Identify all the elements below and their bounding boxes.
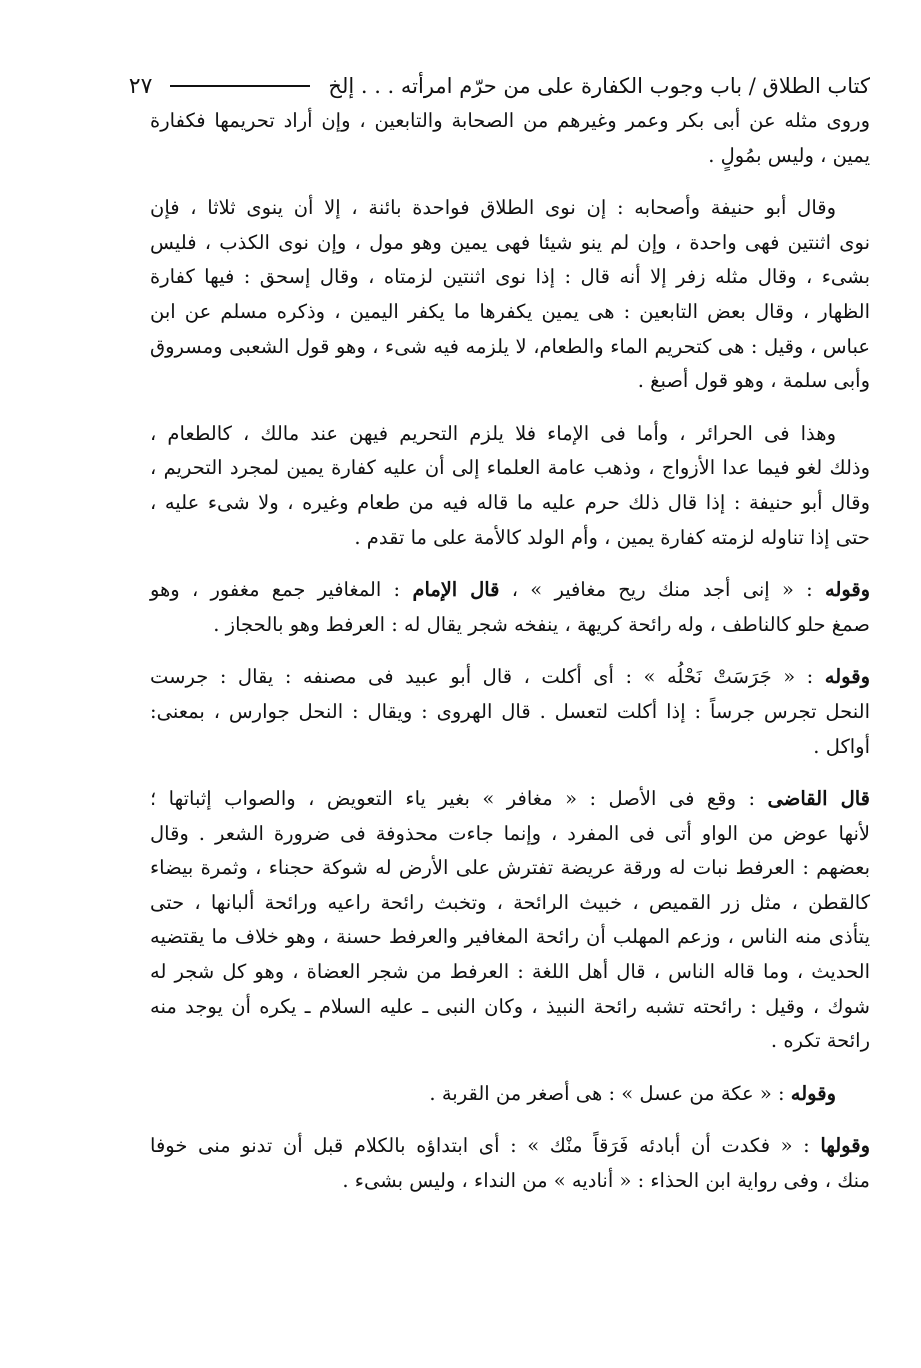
text-line: منك ، وفى رواية ابن الحذاء : « أناديه » من النداء ، وليس بشىء . <box>342 1169 870 1193</box>
text-line: لأنها عوض من الواو أتى فى المفرد ، وإنما جاءت محذوفة فى ضرورة الشعر . وقال <box>150 821 870 845</box>
paragraph <box>150 1077 870 1112</box>
lead-term: وقوله <box>790 1081 836 1105</box>
text-run: : المغافير جمع مغفور ، وهو <box>150 578 413 602</box>
text-line <box>150 573 870 608</box>
text-run: : « عكة من عسل » : هى أصغر من القربة . <box>429 1081 791 1105</box>
chapter-title: كتاب الطلاق / باب وجوب الكفارة على من حرّم امرأته . . . إلخ <box>328 74 870 98</box>
text-line: وذلك لغو فيما عدا الأزواج ، وذهب عامة العلماء إلى أن عليه كفارة يمين لمجرد التحريم ، <box>150 456 870 480</box>
text-line: عباس ، وقيل : هى كتحريم الماء والطعام، لا يلزمه فيه شىء ، وهو قول الشعبى ومسروق <box>150 334 870 358</box>
running-header <box>128 62 870 110</box>
text-line: وأبى سلمة ، وهو قول أصبغ . <box>637 369 870 393</box>
text-line <box>150 1129 870 1164</box>
text-line: بعضهم : العرفط نبات له ورقة عريضة تفترش على الأرض له شوكة حجناء ، وثمرة بيضاء <box>150 856 870 880</box>
text-line: وقال أبو حنيفة وأصحابه : إن نوى الطلاق فواحدة بائنة ، إلا أن ينوى ثلاثا ، فإن <box>150 196 836 220</box>
text-line: وقال أبو حنيفة : إذا قال ذلك حرم عليه ما قاله فيه من طعام وغيره ، ولا شىء عليه ، <box>150 490 870 514</box>
paragraph <box>150 1129 870 1198</box>
page-number: ٢٧ <box>128 73 153 99</box>
paragraph <box>150 191 870 399</box>
text-line: شوك ، وقيل : رائحته تشبه رائحة النبيذ ، وكان النبى ـ عليه السلام ـ يكره أن يوجد منه <box>150 994 870 1018</box>
text-line: أواكل . <box>813 734 870 758</box>
text-line: يمين ، وليس بمُولٍ . <box>708 143 870 167</box>
text-line: الظهار ، وقال بعض التابعين : هى يمين يكفرها ما يكفر اليمين ، وذكره مسلم عن ابن <box>150 299 870 323</box>
lead-term: وقولها <box>820 1134 870 1158</box>
text-run: : « إنى أجد منك ريح مغافير » ، <box>499 578 826 602</box>
text-run: : « فكدت أن أبادئه فَرَقاً منْك » : أى ابتداؤه بالكلام قبل أن تدنو منى خوفا <box>150 1134 821 1158</box>
text-line: حتى إذا تناوله لزمته كفارة يمين ، وأم الولد كالأمة على ما تقدم . <box>354 525 870 549</box>
text-line: يتأذى منه الناس ، وزعم المهلب أن رائحة المغافير والعرفط حسنة ، وهو خلاف ما يقتضيه <box>150 925 870 949</box>
paragraph <box>150 573 870 642</box>
text-run: : وقع فى الأصل : « مغافر » بغير ياء التعويض ، والصواب إثباتها ؛ <box>150 787 768 811</box>
paragraph <box>150 660 870 764</box>
lead-term: وقوله <box>825 578 871 602</box>
text-line: الحديث ، وما قاله الناس ، قال أهل اللغة : العرفط من شجر العضاة ، وهو كل شجر له <box>150 960 870 984</box>
header-rule <box>170 85 310 87</box>
text-line: رائحة تكره . <box>770 1029 870 1053</box>
paragraph <box>150 417 870 555</box>
bold-term: قال الإمام <box>412 578 500 602</box>
lead-term: وقوله <box>824 665 870 689</box>
lead-term: قال القاضى <box>767 787 870 811</box>
text-line: النحل تجرس جرساً : إذا أكلت لتعسل . قال الهروى : ويقال : النحل جوارس ، بمعنى: <box>150 699 870 723</box>
text-run: : « جَرَسَتْ نَحْلُه » : أى أكلت ، قال أبو عبيد فى مصنفه : يقال : جرست <box>150 665 825 689</box>
text-line <box>150 782 870 817</box>
text-line: وروى مثله عن أبى بكر وعمر وغيرهم من الصحابة والتابعين ، وإن أراد تحريمها فكفارة <box>150 109 870 132</box>
paragraph <box>150 782 870 1059</box>
text-line: كالقطن ، مثل زر القميص ، خبيث الرائحة ، وتخبث رائحة راعيه ورائحة ألبانها ، حتى <box>150 890 870 914</box>
text-line: بشىء ، وقال مثله زفر إلا أنه قال : إذا نوى اثنتين لزمتاه ، وقال إسحق : فيها كفارة <box>150 265 870 289</box>
text-line <box>150 660 870 695</box>
document-page <box>128 62 871 1217</box>
paragraph <box>150 104 870 173</box>
text-line: وهذا فى الحرائر ، وأما فى الإماء فلا يلزم التحريم فيهن عند مالك ، كالطعام ، <box>150 421 836 445</box>
text-line <box>150 1077 870 1112</box>
text-line: صمغ حلو كالناطف ، وله رائحة كريهة ، ينفخه شجر يقال له : العرفط وهو بالحجاز . <box>213 612 870 636</box>
text-line: نوى اثنتين فهى واحدة ، وإن لم ينو شيئا فهى يمين وهو مول ، وإن نوى الكذب ، فليس <box>150 230 870 254</box>
